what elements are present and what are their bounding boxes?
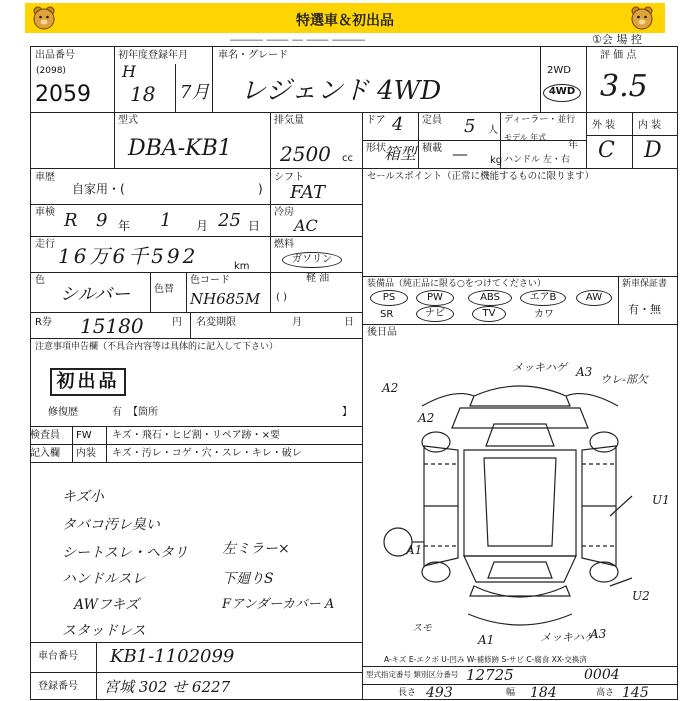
seats-label: 定員 xyxy=(422,115,442,126)
equip-tv: TV xyxy=(472,306,506,322)
length-label: 長さ xyxy=(398,688,417,698)
name-change-label: 名変期限 xyxy=(196,317,236,328)
note-line: シートスレ・ヘタリ xyxy=(62,545,188,561)
doors: 4 xyxy=(392,114,404,135)
mileage: 16万6千592 xyxy=(58,244,199,268)
mark-a3-top-text: ウレ-部欠 xyxy=(600,373,648,386)
drive-2wd: 2WD xyxy=(547,65,571,76)
handle-label: ハンドル 左・右 xyxy=(504,155,570,165)
model-name: レジェンド 4WD xyxy=(240,76,442,106)
inspect-label: 車検 xyxy=(35,207,55,218)
notes-label: 注意事項申告欄（不具合内容等は具体的に記入して下さい） xyxy=(35,342,279,352)
type-code: DBA-KB1 xyxy=(128,136,232,161)
rear-seat-label: 後日品 xyxy=(367,327,397,338)
length: 493 xyxy=(426,685,453,701)
note-line: スタッドレス xyxy=(62,623,146,639)
mark-sumo: スモ xyxy=(412,623,432,634)
load: — xyxy=(452,144,468,163)
type-label: 型式 xyxy=(118,115,138,126)
color-label: 色 xyxy=(35,275,45,286)
inspect-m: 1 xyxy=(160,210,172,231)
mark-a3-top: A3 xyxy=(576,365,593,379)
banner-title: 特選車＆初出品 xyxy=(296,13,394,29)
equip-abs: ABS xyxy=(468,290,512,306)
history-label: 車歴 xyxy=(35,172,55,183)
shift: FAT xyxy=(290,182,325,203)
lot-label: 出品番号 xyxy=(35,50,75,61)
lot-small: (2098) xyxy=(36,66,66,76)
mark-a1-left: A1 xyxy=(406,543,423,557)
equip-aw: AW xyxy=(576,290,612,306)
score-label: 評 価 点 xyxy=(600,50,637,61)
inspector-row: キズ・飛石・ヒビ割・リペア跡・×要 xyxy=(112,430,280,441)
damage-legend: A-キズ E-エクボ U-凹み W-補修跡 S-サビ C-腐食 XX-交換済 xyxy=(384,655,587,664)
bear-icon xyxy=(629,5,655,31)
inspect-m-unit: 月 xyxy=(196,219,209,233)
seats: 5 xyxy=(464,116,476,137)
mark-a1-bottom: A1 xyxy=(478,633,495,647)
equip-leather: カワ xyxy=(534,309,554,320)
mark-plating-bottom: メッキハゲ xyxy=(540,631,595,644)
recycle-unit: 円 xyxy=(172,317,182,328)
equip-navi: ナビ xyxy=(416,306,454,322)
note-line: AWフキズ xyxy=(74,597,140,613)
repair-value: 有 xyxy=(112,407,122,418)
int-label: 内 装 xyxy=(638,120,662,131)
mark-a2-left: A2 xyxy=(418,411,435,425)
body-label: 形状 xyxy=(366,143,386,154)
inspect-y: 9 xyxy=(96,210,108,231)
record-row: キズ・汚レ・コゲ・穴・スレ・キレ・破レ xyxy=(112,448,302,459)
note-line: 左ミラー× xyxy=(222,541,290,557)
seats-unit: 人 xyxy=(488,125,498,136)
lot-number: 2059 xyxy=(35,82,91,107)
month: 7月 xyxy=(180,82,210,103)
name-change-d: 日 xyxy=(344,317,354,328)
inspect-era: R xyxy=(64,210,78,231)
model-year-label: モデル 年式 xyxy=(504,133,547,142)
name-change-m: 月 xyxy=(292,317,302,328)
width: 184 xyxy=(530,685,557,701)
warranty-value: 有・無 xyxy=(628,303,661,316)
history: 自家用・( xyxy=(72,182,125,196)
recycle-label: R券 xyxy=(35,317,52,328)
banner xyxy=(25,3,665,33)
year: 18 xyxy=(130,82,156,106)
ext-grade: C xyxy=(598,138,615,163)
drive-4wd: 4WD xyxy=(543,84,581,102)
doors-label: ドア xyxy=(366,115,386,126)
fuel: ガソリン xyxy=(282,252,342,268)
chassis: KB1-1102099 xyxy=(110,646,235,667)
era: H xyxy=(122,62,136,81)
model-grade-label: 車名・グレード xyxy=(218,50,288,61)
mark-plating-top: メッキハゲ xyxy=(512,361,567,374)
km-unit: km xyxy=(234,261,250,272)
equip-airbag: エアB xyxy=(520,290,566,306)
fw-label: FW xyxy=(76,430,92,441)
height: 145 xyxy=(622,685,649,701)
inspect-d-unit: 日 xyxy=(248,219,261,233)
equip-label: 装備品（純正品に限る○をつけてください） xyxy=(367,279,546,289)
width-label: 幅 xyxy=(506,688,516,698)
ac: AC xyxy=(294,216,318,235)
shift-label: シフト xyxy=(274,172,304,183)
warranty-label: 新車保証書 xyxy=(622,279,668,289)
reg-value: 宮城 302 せ 6227 xyxy=(104,678,231,696)
repair-place: 【箇所 xyxy=(128,407,158,418)
equip-ps: PS xyxy=(370,290,408,306)
fuel-paren: ( ) xyxy=(276,292,287,303)
fuel-label: 燃料 xyxy=(274,239,294,250)
ac-label: 冷房 xyxy=(274,207,294,218)
int-grade: D xyxy=(644,138,662,163)
equip-sr: SR xyxy=(380,309,394,320)
first-entry-stamp: 初出品 xyxy=(50,368,126,396)
note-line: タバコ汚レ臭い xyxy=(62,517,160,533)
body: 箱型 xyxy=(384,144,417,163)
car-damage-diagram xyxy=(364,346,676,646)
header-strikethrough: ――― ―― ― ―― ――― xyxy=(230,33,365,46)
chassis-label: 車台番号 xyxy=(38,651,78,662)
sales-point-label: セールスポイント（正常に機能するものに限ります） xyxy=(367,171,595,182)
recycle: 15180 xyxy=(80,314,144,338)
type-num: 12725 xyxy=(466,666,514,684)
mark-a2-top: A2 xyxy=(382,381,399,395)
color-code: NH685M xyxy=(190,290,261,308)
inspect-d: 25 xyxy=(218,210,241,231)
legend-sub: 型式指定番号 類別区分番号 xyxy=(366,670,459,679)
interior-label: 内装 xyxy=(76,448,96,459)
note-line: ハンドルスレ xyxy=(62,571,146,587)
model-year-unit: 年 xyxy=(568,140,578,151)
cc-unit: cc xyxy=(342,153,353,164)
mark-u1: U1 xyxy=(652,493,670,507)
repair-label: 修復歴 xyxy=(48,407,78,418)
displacement: 2500 xyxy=(280,142,331,166)
ext-label: 外 装 xyxy=(592,120,616,131)
note-line: キズ小 xyxy=(62,489,104,505)
score: 3.5 xyxy=(600,69,648,104)
color-change-label: 色替 xyxy=(154,284,174,295)
equip-pw: PW xyxy=(416,290,454,306)
dealer-label: ディーラー・並行 xyxy=(504,115,576,125)
disp-label: 排気量 xyxy=(274,115,304,126)
record-label: 記入欄 xyxy=(30,448,60,459)
inspector-label: 検査員 xyxy=(30,430,60,441)
mileage-label: 走行 xyxy=(35,239,55,250)
right-tag: ①会 場 控 xyxy=(592,33,642,46)
inspect-y-unit: 年 xyxy=(118,219,131,233)
note-line: Fアンダーカバー A xyxy=(222,597,335,612)
class-num: 0004 xyxy=(584,667,620,683)
load-label: 積載 xyxy=(422,143,442,154)
first-reg-label: 初年度登録年月 xyxy=(118,50,188,61)
fuel2: 軽 油 xyxy=(306,273,330,284)
reg-label: 登録番号 xyxy=(38,681,78,692)
kg-unit: kg xyxy=(490,155,503,166)
height-label: 高さ xyxy=(596,688,615,698)
history-close: ) xyxy=(258,182,263,196)
color-code-label: 色コード xyxy=(190,275,230,286)
repair-close: 】 xyxy=(342,407,352,418)
note-line: 下廻りS xyxy=(222,571,274,587)
mark-a3-bottom: A3 xyxy=(590,627,607,641)
mark-u2: U2 xyxy=(632,589,650,603)
color: シルバー xyxy=(60,284,131,305)
